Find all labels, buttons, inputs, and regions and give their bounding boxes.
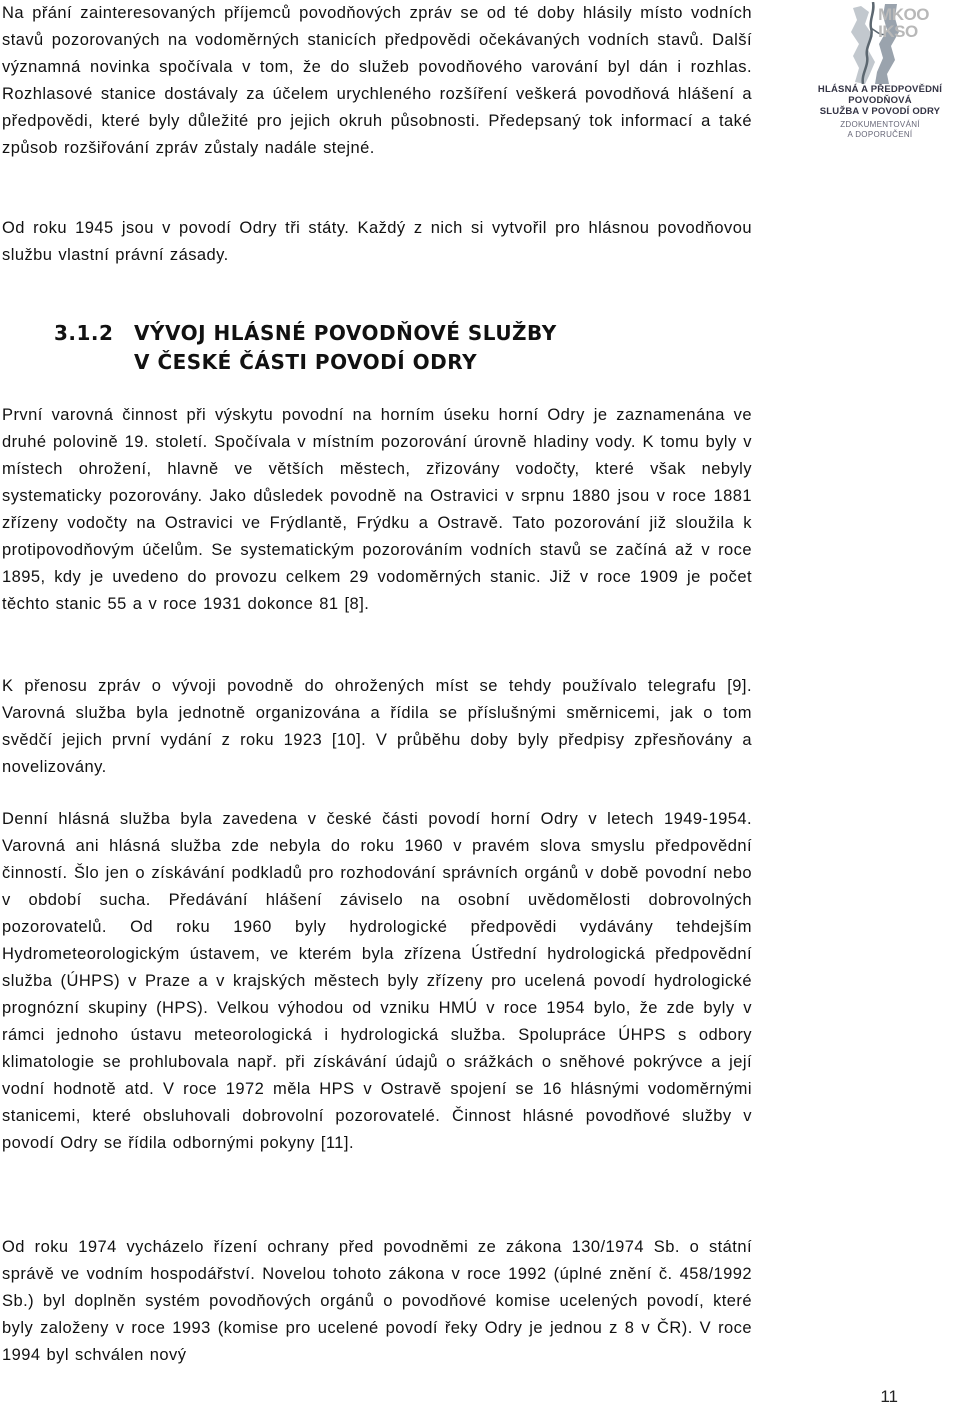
sidebar-title: HLÁSNÁ A PŘEDPOVĚDNÍ POVODŇOVÁ SLUŽBA V POVODÍ ODRY (817, 84, 943, 117)
paragraph: Od roku 1945 jsou v povodí Odry tři státy. Každý z nich si vytvořil pro hlásnou povodňovou službu vlastní právní zásady. (2, 219, 752, 264)
paragraph: Na přání zainteresovaných příjemců povodňových zpráv se od té doby hlásily místo vodních stavů pozorovaných na vodoměrných stanicích předpovědi očekávaných vodních stavů. Další významná novinka spočívala v tom, že do služeb povodňového varování byl dán i rozhlas. Rozhlasové stanice dostávaly za účelem urychleného rozšíření veškerá povodňová hlášení a předpovědi, které byly důležité pro jejich okruh působnosti. Předepsaný tok informací a také způsob rozšiřování zpráv zůstaly nadále stejné. (2, 4, 752, 157)
section-title-line: VÝVOJ HLÁSNÉ POVODŇOVÉ SLUŽBY (134, 321, 557, 345)
section-title (134, 319, 734, 377)
paragraph: Denní hlásná služba byla zavedena v české části povodí horní Odry v letech 1949-1954. Varovná ani hlásná služba zde nebyla do roku 1960 v pravém slova smyslu předpovědní činností. Šlo jen o získávání podkladů pro rozhodování správních orgánů v době povodní nebo v období sucha. Předávání hlášení záviselo na osobní uvědomělosti dobrovolných pozorovatelů. Od roku 1960 byly hydrologické předpovědi vydávány tehdejším Hydrometeorologickým ústavem, ve kterém byla zřízena Ústřední hydrologická předpovědní služba (ÚHPS) v Praze a v krajských městech byly zřízeny pro ucelená povodí hydrologické prognózní skupiny (HPS). Velkou výhodou od vzniku HMÚ v roce 1954 bylo, že zde byly v rámci jednoho ústavu meteorologická i hydrologická služba. Spolupráce ÚHPS s odbory klimatologie se prohlubovala např. při získávání údajů o srážkách o sněhové pokrývce a její vodní hodnotě atd. V roce 1972 měla HPS v Ostravě spojení se 16 hlásnými vodoměrnými stanicemi, které obsluhovali dobrovolní pozorovatelé. Činnost hlásné povodňové služby v povodí Odry se řídila odbornými pokyny [11]. (2, 810, 752, 1152)
page-number: 11 (880, 1387, 898, 1406)
section-title-line: V ČESKÉ ČÁSTI POVODÍ ODRY (134, 350, 478, 374)
logo-text: MKOO IKSO (878, 5, 929, 41)
logo (825, 2, 935, 84)
section-number: 3.1.2 (54, 321, 114, 345)
paragraph: První varovná činnost při výskytu povodní na horním úseku horní Odry je zaznamenána ve druhé polovině 19. století. Spočívala v místním pozorování úrovně hladiny vody. K tomu byly v místech ohrožení, hlavně ve větších městech, zřizovány vodočty, které však nebyly systematicky pozorovány. Jako důsledek povodně na Ostravici v srpnu 1880 jsou v roce 1881 zřízeny vodočty na Ostravici ve Frýdlantě, Frýdku a Ostravě. Tato pozorování již sloužila k protipovodňovým účelům. Se systematickým pozorováním vodních stavů se začíná až v roce 1895, kdy je uvedeno do provozu celkem 29 vodoměrných stanic. Již v roce 1909 je počet těchto stanic 55 a v roce 1931 dokonce 81 [8]. (2, 406, 752, 613)
sidebar-branding (800, 0, 960, 140)
paragraph: K přenosu zpráv o vývoji povodně do ohrožených míst se tehdy používalo telegrafu [9]. Varovná služba byla jednotně organizována a řídila se příslušnými směrnicemi, jak o tom svědčí jejich první vydání z roku 1923 [10]. V průběhu doby byly předpisy zpřesňovány a novelizovány. (2, 677, 752, 776)
sidebar-subtitle: ZDOKUMENTOVÁNÍ A DOPORUČENÍ (840, 120, 920, 139)
paragraph: Od roku 1974 vycházelo řízení ochrany před povodněmi ze zákona 130/1974 Sb. o státní správě ve vodním hospodářství. Novelou tohoto zákona v roce 1992 (úplné znění č. 458/1992 Sb.) byl doplněn systém povodňových orgánů o povodňové komise ucelených povodí, které byly založeny v roce 1993 (komise pro ucelené povodí řeky Odry je jednou z 8 v ČR). V roce 1994 byl schválen nový (2, 1238, 752, 1364)
